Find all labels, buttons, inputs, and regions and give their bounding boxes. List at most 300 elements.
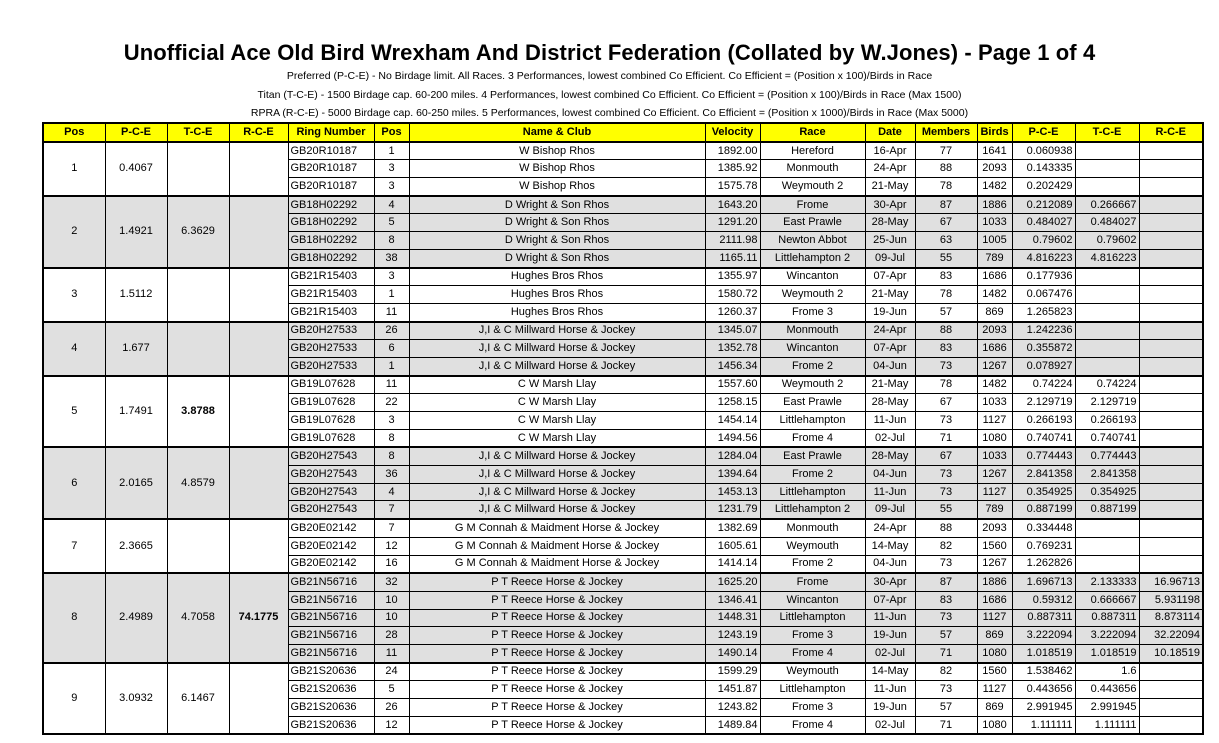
row-tce-cell: 0.666667 — [1075, 591, 1139, 609]
ring-number-cell: GB21S20636 — [288, 681, 374, 699]
ring-number-cell: GB20H27533 — [288, 357, 374, 375]
velocity-cell: 1494.56 — [705, 429, 760, 447]
race-position-cell: 11 — [374, 644, 409, 662]
race-cell: Monmouth — [760, 160, 865, 178]
rank-tce — [167, 142, 229, 196]
row-tce-cell — [1075, 537, 1139, 555]
race-cell: Frome 4 — [760, 429, 865, 447]
row-tce-cell: 1.018519 — [1075, 644, 1139, 662]
velocity-cell: 1291.20 — [705, 214, 760, 232]
row-tce-cell: 0.266667 — [1075, 196, 1139, 214]
name-club-cell: D Wright & Son Rhos — [409, 214, 705, 232]
race-cell: Wincanton — [760, 591, 865, 609]
race-position-cell: 3 — [374, 178, 409, 196]
race-position-cell: 36 — [374, 466, 409, 484]
race-position-cell: 6 — [374, 340, 409, 358]
members-cell: 73 — [915, 483, 977, 501]
row-tce-cell: 2.841358 — [1075, 466, 1139, 484]
ranking-group — [43, 519, 1203, 573]
race-cell: East Prawle — [760, 214, 865, 232]
race-position-cell: 3 — [374, 412, 409, 430]
race-position-cell: 8 — [374, 447, 409, 465]
row-rce-cell — [1139, 681, 1203, 699]
col-header-date: Date — [865, 123, 915, 142]
date-cell: 11-Jun — [865, 609, 915, 627]
col-header-birds: Birds — [977, 123, 1012, 142]
name-club-cell: P T Reece Horse & Jockey — [409, 609, 705, 627]
birds-cell: 869 — [977, 627, 1012, 645]
name-club-cell: P T Reece Horse & Jockey — [409, 681, 705, 699]
velocity-cell: 1231.79 — [705, 501, 760, 519]
date-cell: 19-Jun — [865, 699, 915, 717]
velocity-cell: 1352.78 — [705, 340, 760, 358]
race-cell: Weymouth — [760, 663, 865, 681]
row-pce-cell: 0.060938 — [1012, 142, 1075, 160]
row-rce-cell — [1139, 376, 1203, 394]
members-cell: 67 — [915, 447, 977, 465]
row-pce-cell: 0.59312 — [1012, 591, 1075, 609]
name-club-cell: J,I & C Millward Horse & Jockey — [409, 466, 705, 484]
rank-pos: 6 — [43, 447, 105, 519]
birds-cell: 1267 — [977, 555, 1012, 573]
col-header-race-pos: Pos — [374, 123, 409, 142]
ranking-group — [43, 376, 1203, 448]
name-club-cell: G M Connah & Maidment Horse & Jockey — [409, 519, 705, 537]
birds-cell: 1886 — [977, 196, 1012, 214]
race-cell: Weymouth 2 — [760, 376, 865, 394]
birds-cell: 789 — [977, 501, 1012, 519]
row-tce-cell: 2.129719 — [1075, 394, 1139, 412]
table-row — [43, 322, 1203, 340]
race-cell: Weymouth — [760, 537, 865, 555]
row-rce-cell — [1139, 196, 1203, 214]
velocity-cell: 1625.20 — [705, 573, 760, 591]
rank-rce — [229, 663, 288, 735]
date-cell: 21-May — [865, 286, 915, 304]
rank-pce: 2.4989 — [105, 573, 167, 662]
race-cell: Frome 3 — [760, 627, 865, 645]
row-tce-cell — [1075, 142, 1139, 160]
row-rce-cell: 32.22094 — [1139, 627, 1203, 645]
members-cell: 83 — [915, 591, 977, 609]
date-cell: 24-Apr — [865, 160, 915, 178]
rank-rce — [229, 519, 288, 573]
row-tce-cell: 3.222094 — [1075, 627, 1139, 645]
rank-pos: 7 — [43, 519, 105, 573]
velocity-cell: 1448.31 — [705, 609, 760, 627]
row-pce-cell: 0.266193 — [1012, 412, 1075, 430]
date-cell: 02-Jul — [865, 429, 915, 447]
date-cell: 09-Jul — [865, 249, 915, 267]
velocity-cell: 1355.97 — [705, 268, 760, 286]
members-cell: 63 — [915, 232, 977, 250]
row-tce-cell: 0.443656 — [1075, 681, 1139, 699]
race-cell: Hereford — [760, 142, 865, 160]
table-row — [43, 196, 1203, 214]
birds-cell: 2093 — [977, 519, 1012, 537]
ranking-group — [43, 573, 1203, 662]
ring-number-cell: GB21R15403 — [288, 303, 374, 321]
members-cell: 57 — [915, 627, 977, 645]
row-pce-cell: 1.696713 — [1012, 573, 1075, 591]
row-pce-cell: 0.212089 — [1012, 196, 1075, 214]
date-cell: 09-Jul — [865, 501, 915, 519]
ring-number-cell: GB21N56716 — [288, 609, 374, 627]
ring-number-cell: GB20H27533 — [288, 340, 374, 358]
rank-tce: 4.8579 — [167, 447, 229, 519]
birds-cell: 1641 — [977, 142, 1012, 160]
row-pce-cell: 0.887311 — [1012, 609, 1075, 627]
name-club-cell: Hughes Bros Rhos — [409, 303, 705, 321]
rank-pos: 9 — [43, 663, 105, 735]
row-pce-cell: 0.740741 — [1012, 429, 1075, 447]
date-cell: 11-Jun — [865, 681, 915, 699]
rank-rce — [229, 322, 288, 376]
row-rce-cell — [1139, 142, 1203, 160]
row-rce-cell — [1139, 412, 1203, 430]
name-club-cell: P T Reece Horse & Jockey — [409, 644, 705, 662]
velocity-cell: 1456.34 — [705, 357, 760, 375]
ranking-group — [43, 322, 1203, 376]
race-cell: Frome 2 — [760, 466, 865, 484]
page-title: Unofficial Ace Old Bird Wrexham And District Federation (Collated by W.Jones) - Page 1 of 4 — [123, 40, 1096, 65]
birds-cell: 1127 — [977, 681, 1012, 699]
ring-number-cell: GB21N56716 — [288, 644, 374, 662]
rank-tce: 4.7058 — [167, 573, 229, 662]
race-position-cell: 22 — [374, 394, 409, 412]
race-cell: Frome 3 — [760, 699, 865, 717]
members-cell: 88 — [915, 322, 977, 340]
velocity-cell: 1892.00 — [705, 142, 760, 160]
rank-pce: 0.4067 — [105, 142, 167, 196]
date-cell: 14-May — [865, 663, 915, 681]
col-header-tce: T-C-E — [167, 123, 229, 142]
subtitle-rpra: RPRA (R-C-E) - 5000 Birdage cap. 60-250 miles. 5 Performances, lowest combined Co Efficient. Co Efficient = (Position x 1000)/Birds in Race (Max 5000) — [250, 107, 969, 119]
ring-number-cell: GB21R15403 — [288, 268, 374, 286]
birds-cell: 1080 — [977, 644, 1012, 662]
date-cell: 07-Apr — [865, 268, 915, 286]
velocity-cell: 1453.13 — [705, 483, 760, 501]
rank-tce: 6.1467 — [167, 663, 229, 735]
date-cell: 30-Apr — [865, 573, 915, 591]
name-club-cell: Hughes Bros Rhos — [409, 286, 705, 304]
rank-pce: 1.5112 — [105, 268, 167, 322]
members-cell: 57 — [915, 699, 977, 717]
ring-number-cell: GB20E02142 — [288, 537, 374, 555]
members-cell: 83 — [915, 340, 977, 358]
race-cell: Frome 4 — [760, 644, 865, 662]
ring-number-cell: GB20H27543 — [288, 466, 374, 484]
row-pce-cell: 1.111111 — [1012, 716, 1075, 734]
name-club-cell: C W Marsh Llay — [409, 412, 705, 430]
row-tce-cell: 0.266193 — [1075, 412, 1139, 430]
race-cell: Frome 2 — [760, 357, 865, 375]
birds-cell: 2093 — [977, 322, 1012, 340]
members-cell: 78 — [915, 178, 977, 196]
race-cell: Frome 2 — [760, 555, 865, 573]
name-club-cell: G M Connah & Maidment Horse & Jockey — [409, 537, 705, 555]
row-rce-cell — [1139, 303, 1203, 321]
velocity-cell: 1414.14 — [705, 555, 760, 573]
race-position-cell: 12 — [374, 716, 409, 734]
ring-number-cell: GB20H27543 — [288, 447, 374, 465]
row-rce-cell — [1139, 322, 1203, 340]
race-cell: Wincanton — [760, 268, 865, 286]
members-cell: 55 — [915, 501, 977, 519]
race-cell: Littlehampton — [760, 681, 865, 699]
row-pce-cell: 0.769231 — [1012, 537, 1075, 555]
race-cell: Weymouth 2 — [760, 286, 865, 304]
row-tce-cell — [1075, 357, 1139, 375]
velocity-cell: 1260.37 — [705, 303, 760, 321]
race-cell: Frome 4 — [760, 716, 865, 734]
ring-number-cell: GB21N56716 — [288, 627, 374, 645]
row-rce-cell — [1139, 663, 1203, 681]
row-pce-cell: 1.265823 — [1012, 303, 1075, 321]
ring-number-cell: GB18H02292 — [288, 196, 374, 214]
race-position-cell: 16 — [374, 555, 409, 573]
name-club-cell: C W Marsh Llay — [409, 429, 705, 447]
velocity-cell: 1243.82 — [705, 699, 760, 717]
rank-pce: 2.3665 — [105, 519, 167, 573]
birds-cell: 1482 — [977, 178, 1012, 196]
date-cell: 07-Apr — [865, 340, 915, 358]
rank-pos: 3 — [43, 268, 105, 322]
row-rce-cell — [1139, 429, 1203, 447]
members-cell: 71 — [915, 716, 977, 734]
name-club-cell: J,I & C Millward Horse & Jockey — [409, 447, 705, 465]
ring-number-cell: GB20R10187 — [288, 160, 374, 178]
members-cell: 87 — [915, 573, 977, 591]
velocity-cell: 1243.19 — [705, 627, 760, 645]
birds-cell: 1560 — [977, 537, 1012, 555]
date-cell: 21-May — [865, 178, 915, 196]
table-row — [43, 268, 1203, 286]
rank-rce — [229, 142, 288, 196]
row-pce-cell: 2.841358 — [1012, 466, 1075, 484]
race-cell: Frome 3 — [760, 303, 865, 321]
row-pce-cell: 3.222094 — [1012, 627, 1075, 645]
row-pce-cell: 0.067476 — [1012, 286, 1075, 304]
race-position-cell: 1 — [374, 142, 409, 160]
date-cell: 14-May — [865, 537, 915, 555]
birds-cell: 1033 — [977, 447, 1012, 465]
row-rce-cell — [1139, 286, 1203, 304]
date-cell: 24-Apr — [865, 322, 915, 340]
name-club-cell: C W Marsh Llay — [409, 394, 705, 412]
row-tce-cell — [1075, 340, 1139, 358]
row-tce-cell — [1075, 555, 1139, 573]
velocity-cell: 1575.78 — [705, 178, 760, 196]
col-header-pos: Pos — [43, 123, 105, 142]
row-pce-cell: 0.887199 — [1012, 501, 1075, 519]
col-header-velocity: Velocity — [705, 123, 760, 142]
date-cell: 11-Jun — [865, 412, 915, 430]
velocity-cell: 1557.60 — [705, 376, 760, 394]
row-tce-cell: 1.6 — [1075, 663, 1139, 681]
members-cell: 73 — [915, 412, 977, 430]
ring-number-cell: GB20R10187 — [288, 178, 374, 196]
name-club-cell: P T Reece Horse & Jockey — [409, 663, 705, 681]
row-tce-cell: 0.887311 — [1075, 609, 1139, 627]
name-club-cell: J,I & C Millward Horse & Jockey — [409, 483, 705, 501]
ranking-group — [43, 196, 1203, 268]
race-position-cell: 3 — [374, 160, 409, 178]
date-cell: 28-May — [865, 394, 915, 412]
ranking-group — [43, 663, 1203, 735]
name-club-cell: P T Reece Horse & Jockey — [409, 699, 705, 717]
row-pce-cell: 2.129719 — [1012, 394, 1075, 412]
date-cell: 02-Jul — [865, 716, 915, 734]
date-cell: 04-Jun — [865, 466, 915, 484]
row-tce-cell: 0.354925 — [1075, 483, 1139, 501]
row-pce-cell: 0.74224 — [1012, 376, 1075, 394]
row-tce-cell: 0.774443 — [1075, 447, 1139, 465]
rank-tce: 6.3629 — [167, 196, 229, 268]
race-cell: Littlehampton 2 — [760, 501, 865, 519]
members-cell: 71 — [915, 429, 977, 447]
row-rce-cell — [1139, 249, 1203, 267]
velocity-cell: 1385.92 — [705, 160, 760, 178]
birds-cell: 1686 — [977, 268, 1012, 286]
row-rce-cell: 16.96713 — [1139, 573, 1203, 591]
ranking-group — [43, 447, 1203, 519]
birds-cell: 1127 — [977, 412, 1012, 430]
row-pce-cell: 0.143335 — [1012, 160, 1075, 178]
date-cell: 24-Apr — [865, 519, 915, 537]
birds-cell: 1560 — [977, 663, 1012, 681]
row-pce-cell: 0.078927 — [1012, 357, 1075, 375]
members-cell: 67 — [915, 214, 977, 232]
birds-cell: 1686 — [977, 591, 1012, 609]
members-cell: 71 — [915, 644, 977, 662]
name-club-cell: J,I & C Millward Horse & Jockey — [409, 357, 705, 375]
name-club-cell: C W Marsh Llay — [409, 376, 705, 394]
members-cell: 55 — [915, 249, 977, 267]
row-tce-cell: 4.816223 — [1075, 249, 1139, 267]
row-tce-cell — [1075, 322, 1139, 340]
table-header — [43, 123, 1203, 142]
row-rce-cell — [1139, 555, 1203, 573]
rank-tce: 3.8788 — [167, 376, 229, 448]
race-position-cell: 7 — [374, 501, 409, 519]
members-cell: 82 — [915, 663, 977, 681]
date-cell: 21-May — [865, 376, 915, 394]
race-position-cell: 32 — [374, 573, 409, 591]
col-header-ring-number: Ring Number — [288, 123, 374, 142]
row-tce-cell — [1075, 160, 1139, 178]
members-cell: 73 — [915, 609, 977, 627]
members-cell: 73 — [915, 681, 977, 699]
col-header-members: Members — [915, 123, 977, 142]
members-cell: 57 — [915, 303, 977, 321]
birds-cell: 1005 — [977, 232, 1012, 250]
race-position-cell: 26 — [374, 699, 409, 717]
row-pce-cell: 1.262826 — [1012, 555, 1075, 573]
birds-cell: 1482 — [977, 376, 1012, 394]
row-pce-cell: 2.991945 — [1012, 699, 1075, 717]
row-rce-cell — [1139, 447, 1203, 465]
ring-number-cell: GB21S20636 — [288, 663, 374, 681]
birds-cell: 1482 — [977, 286, 1012, 304]
ring-number-cell: GB21N56716 — [288, 591, 374, 609]
table-row — [43, 447, 1203, 465]
race-cell: Newton Abbot — [760, 232, 865, 250]
race-cell: Wincanton — [760, 340, 865, 358]
race-cell: Frome — [760, 196, 865, 214]
date-cell: 11-Jun — [865, 483, 915, 501]
velocity-cell: 1643.20 — [705, 196, 760, 214]
date-cell: 19-Jun — [865, 303, 915, 321]
row-tce-cell: 0.887199 — [1075, 501, 1139, 519]
members-cell: 67 — [915, 394, 977, 412]
table-row — [43, 376, 1203, 394]
ranking-group — [43, 142, 1203, 196]
birds-cell: 2093 — [977, 160, 1012, 178]
race-position-cell: 11 — [374, 303, 409, 321]
ring-number-cell: GB21S20636 — [288, 716, 374, 734]
race-cell: Littlehampton — [760, 609, 865, 627]
race-cell: Monmouth — [760, 322, 865, 340]
name-club-cell: P T Reece Horse & Jockey — [409, 627, 705, 645]
row-rce-cell — [1139, 160, 1203, 178]
rank-pos: 8 — [43, 573, 105, 662]
ring-number-cell: GB18H02292 — [288, 232, 374, 250]
date-cell: 28-May — [865, 214, 915, 232]
rank-rce — [229, 268, 288, 322]
row-pce-cell: 1.242236 — [1012, 322, 1075, 340]
row-rce-cell — [1139, 214, 1203, 232]
row-pce-cell: 1.538462 — [1012, 663, 1075, 681]
row-tce-cell — [1075, 268, 1139, 286]
birds-cell: 1886 — [977, 573, 1012, 591]
velocity-cell: 1605.61 — [705, 537, 760, 555]
birds-cell: 1267 — [977, 466, 1012, 484]
row-rce-cell — [1139, 268, 1203, 286]
row-tce-cell: 0.74224 — [1075, 376, 1139, 394]
ranking-group — [43, 268, 1203, 322]
birds-cell: 1127 — [977, 609, 1012, 627]
ring-number-cell: GB19L07628 — [288, 394, 374, 412]
race-position-cell: 5 — [374, 681, 409, 699]
ring-number-cell: GB20E02142 — [288, 555, 374, 573]
birds-cell: 1686 — [977, 340, 1012, 358]
ring-number-cell: GB20H27543 — [288, 501, 374, 519]
velocity-cell: 1345.07 — [705, 322, 760, 340]
race-position-cell: 24 — [374, 663, 409, 681]
row-rce-cell — [1139, 716, 1203, 734]
birds-cell: 1080 — [977, 429, 1012, 447]
name-club-cell: G M Connah & Maidment Horse & Jockey — [409, 555, 705, 573]
velocity-cell: 1258.15 — [705, 394, 760, 412]
birds-cell: 789 — [977, 249, 1012, 267]
velocity-cell: 1451.87 — [705, 681, 760, 699]
birds-cell: 1033 — [977, 394, 1012, 412]
members-cell: 88 — [915, 160, 977, 178]
race-cell: East Prawle — [760, 394, 865, 412]
rank-pce: 2.0165 — [105, 447, 167, 519]
date-cell: 30-Apr — [865, 196, 915, 214]
members-cell: 78 — [915, 376, 977, 394]
results-table — [42, 122, 1204, 735]
col-header-rce: R-C-E — [229, 123, 288, 142]
rank-pos: 2 — [43, 196, 105, 268]
row-pce-cell: 0.177936 — [1012, 268, 1075, 286]
birds-cell: 869 — [977, 699, 1012, 717]
ring-number-cell: GB18H02292 — [288, 214, 374, 232]
members-cell: 77 — [915, 142, 977, 160]
rank-pce: 1.4921 — [105, 196, 167, 268]
